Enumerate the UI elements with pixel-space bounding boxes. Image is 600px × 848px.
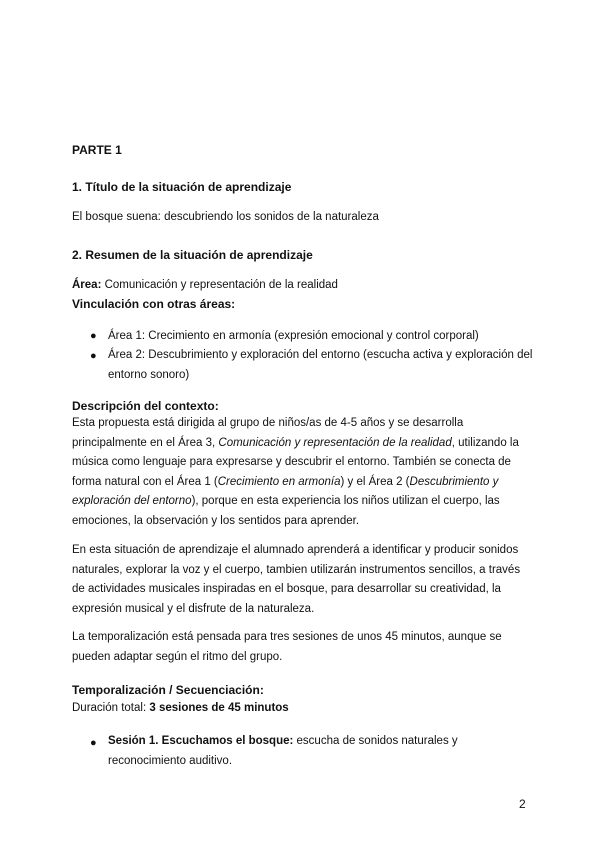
area-line <box>72 279 338 291</box>
temporalizacion-heading: Temporalización / Secuenciación: <box>72 683 264 697</box>
sesion1-text: escucha de sonidos naturales y reconocimiento auditivo. <box>108 735 458 767</box>
context-paragraph-3: La temporalización está pensada para tres sesiones de unos 45 minutos, aunque se pueden adaptar según el ritmo del grupo. <box>72 631 502 663</box>
situation-title: El bosque suena: descubriendo los sonidos de la naturaleza <box>72 211 379 223</box>
sesion1-bullet <box>108 732 538 771</box>
sesion1-label: Sesión 1. Escuchamos el bosque: <box>108 735 294 747</box>
part-heading: PARTE 1 <box>72 143 122 157</box>
section1-heading: 1. Título de la situación de aprendizaje <box>72 180 292 194</box>
bullet-marker: ● <box>90 330 97 342</box>
page-number: 2 <box>519 797 526 811</box>
section2-heading: 2. Resumen de la situación de aprendizaje <box>72 248 313 262</box>
area-label: Área: <box>72 279 102 291</box>
vinculacion-label: Vinculación con otras áreas: <box>72 297 236 311</box>
area2-bullet: Área 2: Descubrimiento y exploración del entorno (escucha activa y exploración del entorno sonoro) <box>108 349 533 381</box>
context-heading: Descripción del contexto: <box>72 399 219 413</box>
bullet-marker: ● <box>90 350 97 362</box>
duracion-label: Duración total: <box>72 702 150 714</box>
bullet-marker: ● <box>90 737 97 749</box>
context-paragraph-2: En esta situación de aprendizaje el alumnado aprenderá a identificar y producir sonidos naturales, explorar la voz y el cuerpo, tambien utilizarán instrumentos sencillos, a través de actividades musicales inspiradas en el bosque, para desarrollar su creatividad, la expresión musical y el disfrute de la naturaleza. <box>72 544 521 615</box>
area1-bullet: Área 1: Crecimiento en armonía (expresión emocional y control corporal) <box>108 330 479 342</box>
duracion-line <box>72 702 289 714</box>
duracion-value: 3 sesiones de 45 minutos <box>149 702 289 714</box>
context-paragraph-1: Esta propuesta está dirigida al grupo de niños/as de 4-5 años y se desarrolla principalmente en el Área 3, Comunicación y representación de la realidad, utilizando la música como lenguaje para expresarse y descubrir el entorno. También se conecta de forma natural con el Área 1 (Crecimiento en armonía) y el Área 2 (Descubrimiento y exploración del entorno), porque en esta experiencia los niños utilizan el cuerpo, las emociones, la observación y los sentidos para aprender. <box>72 417 519 527</box>
area-value: Comunicación y representación de la realidad <box>101 279 338 291</box>
